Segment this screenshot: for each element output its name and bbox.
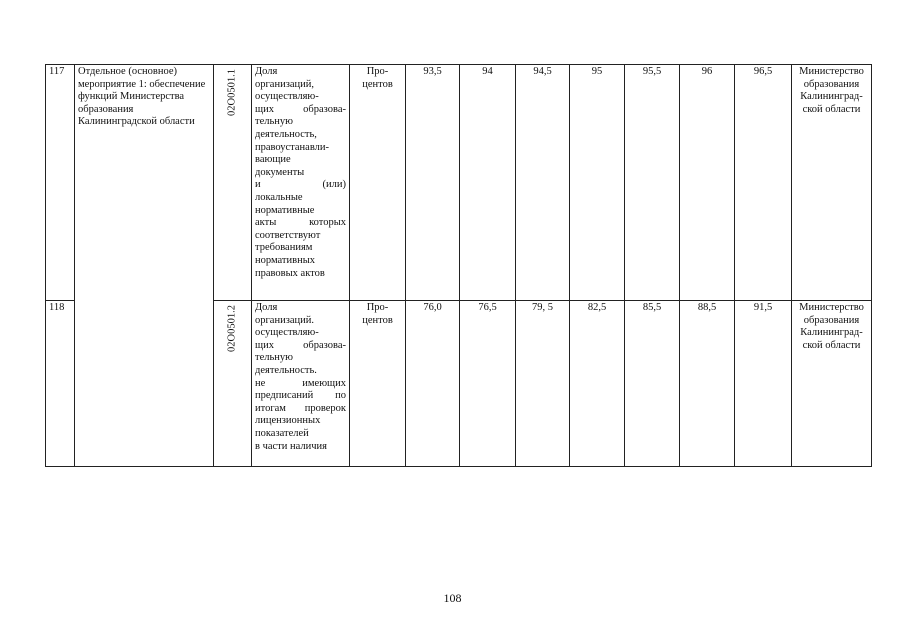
budget-code: 02О0501.2 (226, 305, 238, 352)
value-cell: 85,5 (625, 301, 680, 467)
indicator-line: тельную (255, 116, 293, 128)
event-name: Отдельное (основное) мероприятие 1: обеспечение функций Министерства образования Калининградской области (75, 65, 214, 467)
value-cell: 96,5 (735, 65, 792, 301)
value-cell: 76,0 (406, 301, 460, 467)
indicator-line: соответствуют (255, 229, 321, 241)
budget-code: 02О0501.1 (226, 69, 238, 116)
value-cell: 88,5 (680, 301, 735, 467)
indicator-line: организаций. (255, 314, 314, 326)
value-cell: 82,5 (570, 301, 625, 467)
value-cell: 96 (680, 65, 735, 301)
page-number: 108 (443, 591, 462, 605)
indicator-line: показателей (255, 427, 309, 439)
indicator-line: нормативные (255, 204, 315, 216)
indicator-line: Доля (255, 302, 278, 313)
row-number: 117 (46, 65, 75, 301)
code-cell (214, 301, 252, 467)
indicator-line: Доля (255, 66, 278, 77)
code-cell (214, 65, 252, 301)
indicator-line: не имеющих (255, 377, 346, 389)
indicator-line: осуществляю- (255, 327, 319, 339)
indicator-line: организаций, (255, 78, 314, 90)
indicator-line: правоустанавли- (255, 141, 330, 153)
value-cell: 95,5 (625, 65, 680, 301)
indicator-line: и (или) (255, 179, 346, 191)
indicator-line: осуществляю- (255, 91, 319, 103)
indicator-line: требованиям (255, 242, 313, 254)
indicator-name (252, 301, 350, 467)
value-cell: 94,5 (516, 65, 570, 301)
indicator-line: щих образова- (255, 339, 346, 351)
value-cell: 94 (460, 65, 516, 301)
value-cell: 79, 5 (516, 301, 570, 467)
indicators-table (45, 64, 872, 467)
indicator-name (252, 65, 350, 301)
indicator-line: в части наличия (255, 440, 327, 452)
value-cell: 93,5 (406, 65, 460, 301)
indicator-line: щих образова- (255, 103, 346, 115)
value-cell: 76,5 (460, 301, 516, 467)
indicator-line: деятельность, (255, 128, 317, 140)
value-cell: 95 (570, 65, 625, 301)
indicator-line: предписаний по (255, 390, 346, 402)
unit-of-measure: Про-центов (350, 65, 406, 301)
indicator-line: вающие (255, 154, 291, 166)
unit-of-measure: Про-центов (350, 301, 406, 467)
indicator-line: документы (255, 166, 305, 178)
indicator-line: локальные (255, 191, 303, 203)
responsible-executor: Министерство образования Калининград-ской области (792, 301, 872, 467)
indicator-line: лицензионных (255, 415, 321, 427)
table-row (46, 65, 872, 301)
indicator-line: тельную (255, 352, 293, 364)
value-cell: 91,5 (735, 301, 792, 467)
indicator-line: деятельность. (255, 364, 317, 376)
row-number: 118 (46, 301, 75, 467)
indicator-line: акты которых (255, 217, 346, 229)
indicator-line: правовых актов (255, 267, 325, 279)
responsible-executor: Министерство образования Калининград-ской области (792, 65, 872, 301)
indicator-line: итогам проверок (255, 402, 346, 414)
indicator-line: нормативных (255, 254, 316, 266)
